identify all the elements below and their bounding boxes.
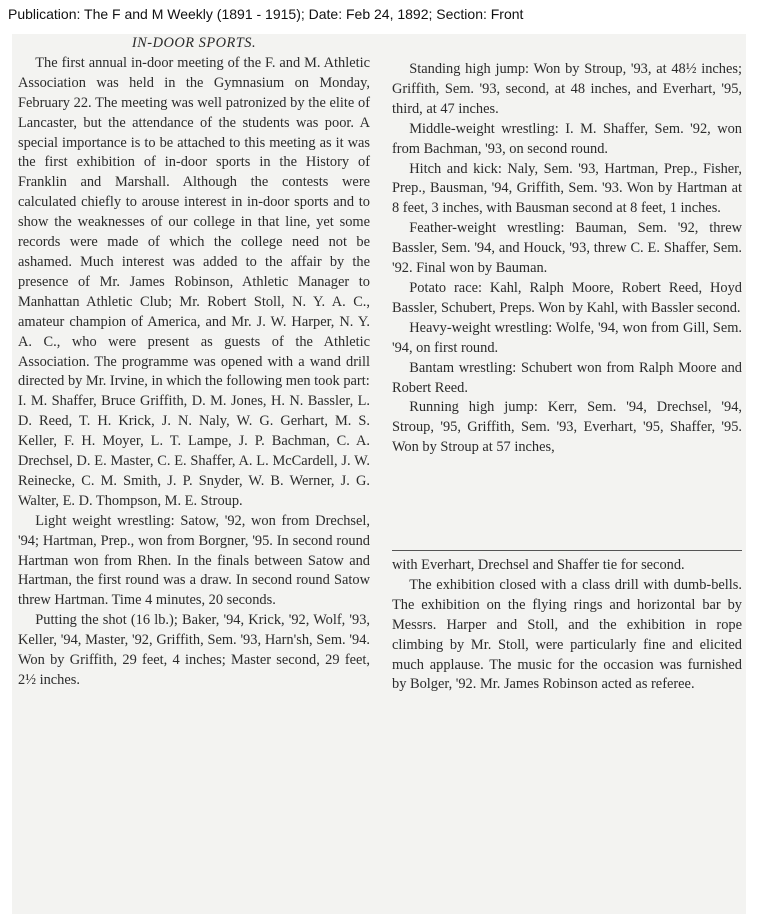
event-result: Standing high jump: Won by Stroup, '93, at 48½ inches; Griffith, Sem. '93, second, at 48 inches, and Everhart, '95, third, at 47 inches. — [392, 61, 742, 117]
event-result: Hitch and kick: Naly, Sem. '93, Hartman, Prep., Fisher, Prep., Bausman, '94, Griffith, Sem. '93. Won by Hartman at 8 feet, 3 inches, with Bausman second at 8 feet, 1 inches. — [392, 160, 742, 217]
article-title: IN-DOOR SPORTS. — [131, 35, 257, 51]
article-paragraph: Putting the shot (16 lb.); Baker, '94, Krick, '92, Wolf, '93, Keller, '94, Master, '92, Griffith, Sem. '93, Harn'sh, Sem. '94. Won by Griffith, 29 feet, 4 inches; Master second, 29 feet, 2½ inches. — [18, 612, 370, 688]
participants-list: I. M. Shaffer, Bruce Griffith, D. M. Jones, H. N. Bassler, L. D. Reed, T. H. Krick, J. N. Naly, W. G. Gerhart, M. S. Keller, F. H. Moyer, L. T. Lampe, J. P. Bachman, C. A. Drechsel, D. E. Master, C. E. Shaffer, A. L. McCardell, J. W. Reinecke, C. M. Smith, J. P. Snyder, W. B. Werner, J. G. Walter, E. D. Thompson, M. E. Stroup. — [18, 393, 370, 509]
article-column-right-bottom — [392, 556, 742, 695]
event-result-continued: with Everhart, Drechsel and Shaffer tie for second. — [392, 557, 685, 573]
event-result: Heavy-weight wrestling: Wolfe, '94, won from Gill, Sem. '94, on first round. — [392, 319, 742, 356]
event-result: Bantam wrestling: Schubert won from Ralph Moore and Robert Reed. — [392, 359, 742, 396]
article-column-right-top — [392, 60, 742, 458]
newspaper-clipping — [12, 34, 746, 914]
event-result: Middle-weight wrestling: I. M. Shaffer, Sem. '92, won from Bachman, '93, on second round. — [392, 120, 742, 157]
article-paragraph: Light weight wrestling: Satow, '92, won from Drechsel, '94; Hartman, Prep., won from Borgner, '95. In second round Hartman won from Rhen. In the finals between Satow and Hartman, the first round was a draw. In second round Satow threw Hartman. Time 4 minutes, 20 seconds. — [18, 512, 370, 609]
event-result: Running high jump: Kerr, Sem. '94, Drechsel, '94, Stroup, '95, Griffith, Sem. '93, Everhart, '95, Shaffer, '95. Won by Stroup at 57 inches, — [392, 399, 742, 456]
publication-header: Publication: The F and M Weekly (1891 - 1915); Date: Feb 24, 1892; Section: Front — [8, 6, 524, 22]
event-result: Feather-weight wrestling: Bauman, Sem. '92, threw Bassler, Sem. '94, and Houck, '93, threw C. E. Shaffer, Sem. '92. Final won by Bauman. — [392, 220, 742, 277]
article-paragraph: The first annual in-door meeting of the F. and M. Athletic Association was held in the Gymnasium on Monday, February 22. The meeting was well patronized by the elite of Lancaster, but the attendance of the students was poor. A special importance is to be attached to this meeting as it was the first exhibition of in-door sports in the History of Franklin and Marshall. Although the contests were calculated chiefly to arouse interest in in-door sports and to show the weaknesses of our college in that line, yet some records were made of which the college need not be ashamed. Much interest was added to the affair by the presence of Mr. James Robinson, Athletic Manager to Manhattan Athletic Club; Mr. Robert Stoll, N. Y. A. C., amateur champion of America, and Mr. J. W. Harper, N. Y. A. C., who were present as guests of the Athletic Association. The programme was opened with a wand drill directed by Mr. Irvine, in which the following men took part: — [18, 54, 370, 390]
article-column-left — [18, 34, 370, 691]
article-paragraph: The exhibition closed with a class drill with dumb-bells. The exhibition on the flying rings and horizontal bar by Messrs. Harper and Stoll, and the exhibition in rope climbing by Mr. Stoll, were particularly fine and elicited much applause. The music for the occasion was furnished by Bolger, '92. Mr. James Robinson acted as referee. — [392, 576, 742, 693]
column-divider — [392, 550, 742, 551]
event-result: Potato race: Kahl, Ralph Moore, Robert Reed, Hoyd Bassler, Schubert, Preps. Won by Kahl, with Bassler second. — [392, 279, 742, 316]
